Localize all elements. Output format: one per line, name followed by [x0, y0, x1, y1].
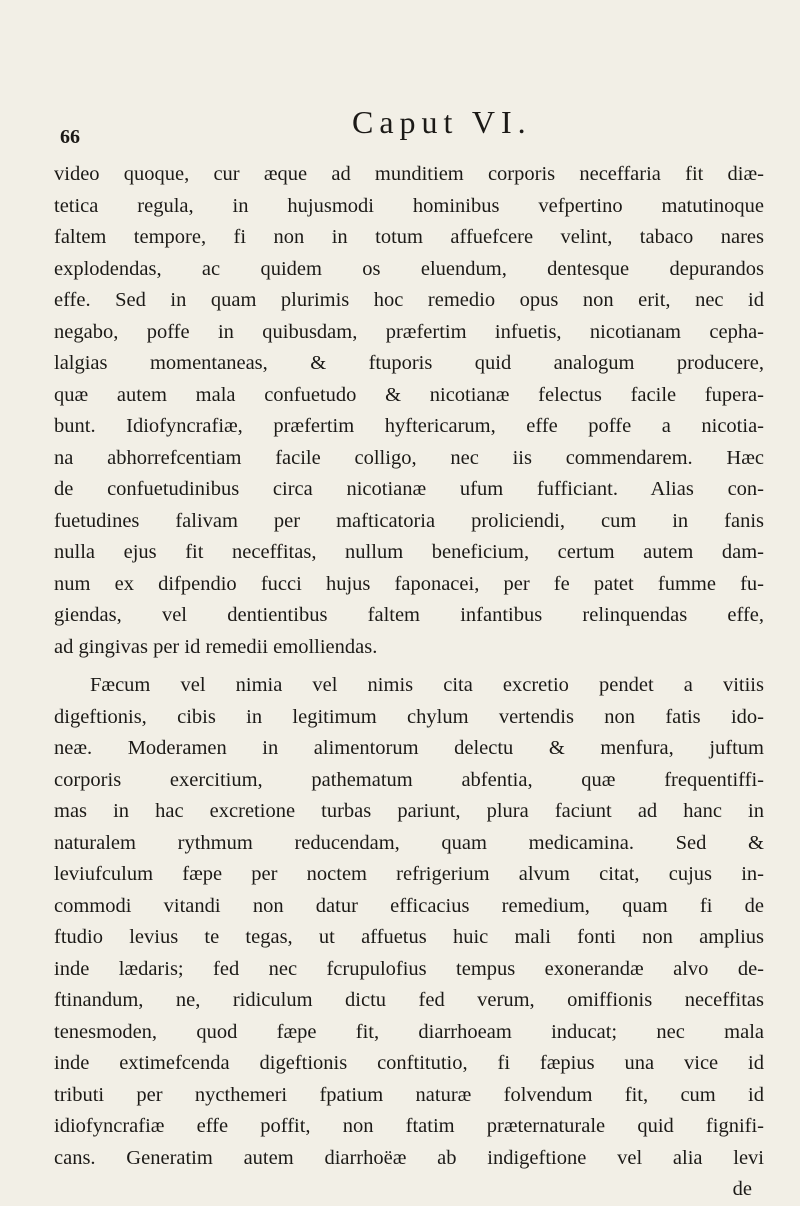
text-line: naturalem rythmum reducendam, quam medicamina. Sed & [54, 831, 764, 854]
text-line: na abhorrefcentiam facile colligo, nec iis commendarem. Hæc [54, 446, 764, 469]
text-line: ftinandum, ne, ridiculum dictu fed verum, omiffionis neceffitas [54, 989, 764, 1011]
text-line: video quoque, cur æque ad munditiem corporis neceffaria fit diæ- [54, 163, 764, 185]
text-line: commodi vitandi non datur efficacius remedium, quam fi de [54, 894, 764, 917]
text-line: mas in hac excretione turbas pariunt, plura faciunt ad hanc in [54, 800, 764, 822]
text-line: neæ. Moderamen in alimentorum delectu & menfura, juftum [54, 737, 764, 759]
text-line: digeftionis, cibis in legitimum chylum vertendis non fatis ido- [54, 705, 764, 728]
text-line: explodendas, ac quidem os eluendum, dentesque depurandos [54, 257, 764, 280]
body-text [54, 159, 764, 1206]
text-line: inde lædaris; fed nec fcrupulofius tempus exonerandæ alvo de- [54, 957, 764, 980]
text-line: leviufculum fæpe per noctem refrigerium alvum citat, cujus in- [54, 863, 764, 885]
text-line: bunt. Idiofyncrafiæ, præfertim hyftericarum, effe poffe a nicotia- [54, 415, 764, 437]
text-line: corporis exercitium, pathematum abfentia, quæ frequentiffi- [54, 768, 764, 791]
catchword: de [732, 1178, 752, 1200]
page-number: 66 [60, 126, 80, 148]
text-line: lalgias momentaneas, & ftuporis quid analogum producere, [54, 352, 764, 374]
text-line: num ex difpendio fucci hujus faponacei, per fe patet fumme fu- [54, 572, 764, 595]
text-line: nulla ejus fit neceffitas, nullum beneficium, certum autem dam- [54, 541, 764, 563]
text-line: effe. Sed in quam plurimis hoc remedio opus non erit, nec id [54, 289, 764, 311]
paragraph [54, 159, 764, 663]
text-line: cans. Generatim autem diarrhoëæ ab indigeftione vel alia levi [54, 1146, 764, 1169]
text-line: tributi per nycthemeri fpatium naturæ folvendum fit, cum id [54, 1083, 764, 1106]
paragraph [54, 670, 764, 1174]
text-line: idiofyncrafiæ effe poffit, non ftatim præternaturale quid fignifi- [54, 1115, 764, 1137]
text-line: fuetudines falivam per mafticatoria proliciendi, cum in fanis [54, 509, 764, 532]
text-line: inde extimefcenda digeftionis conftitutio, fi fæpius una vice id [54, 1052, 764, 1074]
text-line: Fæcum vel nimia vel nimis cita excretio pendet a vitiis [90, 674, 764, 696]
text-line: ad gingivas per id remedii emolliendas. [54, 635, 378, 658]
text-line: faltem tempore, fi non in totum affuefcere velint, tabaco nares [54, 226, 764, 248]
text-line: negabo, poffe in quibusdam, præfertim infuetis, nicotianam cepha- [54, 320, 764, 343]
text-line: quæ autem mala confuetudo & nicotianæ felectus facile fupera- [54, 383, 764, 406]
text-line: ftudio levius te tegas, ut affuetus huic mali fonti non amplius [54, 926, 764, 948]
running-head: Caput VI. [352, 104, 532, 140]
page-header [0, 100, 800, 150]
text-line: tetica regula, in hujusmodi hominibus vefpertino matutinoque [54, 194, 764, 217]
text-line: de confuetudinibus circa nicotianæ ufum fufficiant. Alias con- [54, 478, 764, 500]
text-line: giendas, vel dentientibus faltem infantibus relinquendas effe, [54, 604, 764, 626]
text-line: tenesmoden, quod fæpe fit, diarrhoeam inducat; nec mala [54, 1020, 764, 1043]
